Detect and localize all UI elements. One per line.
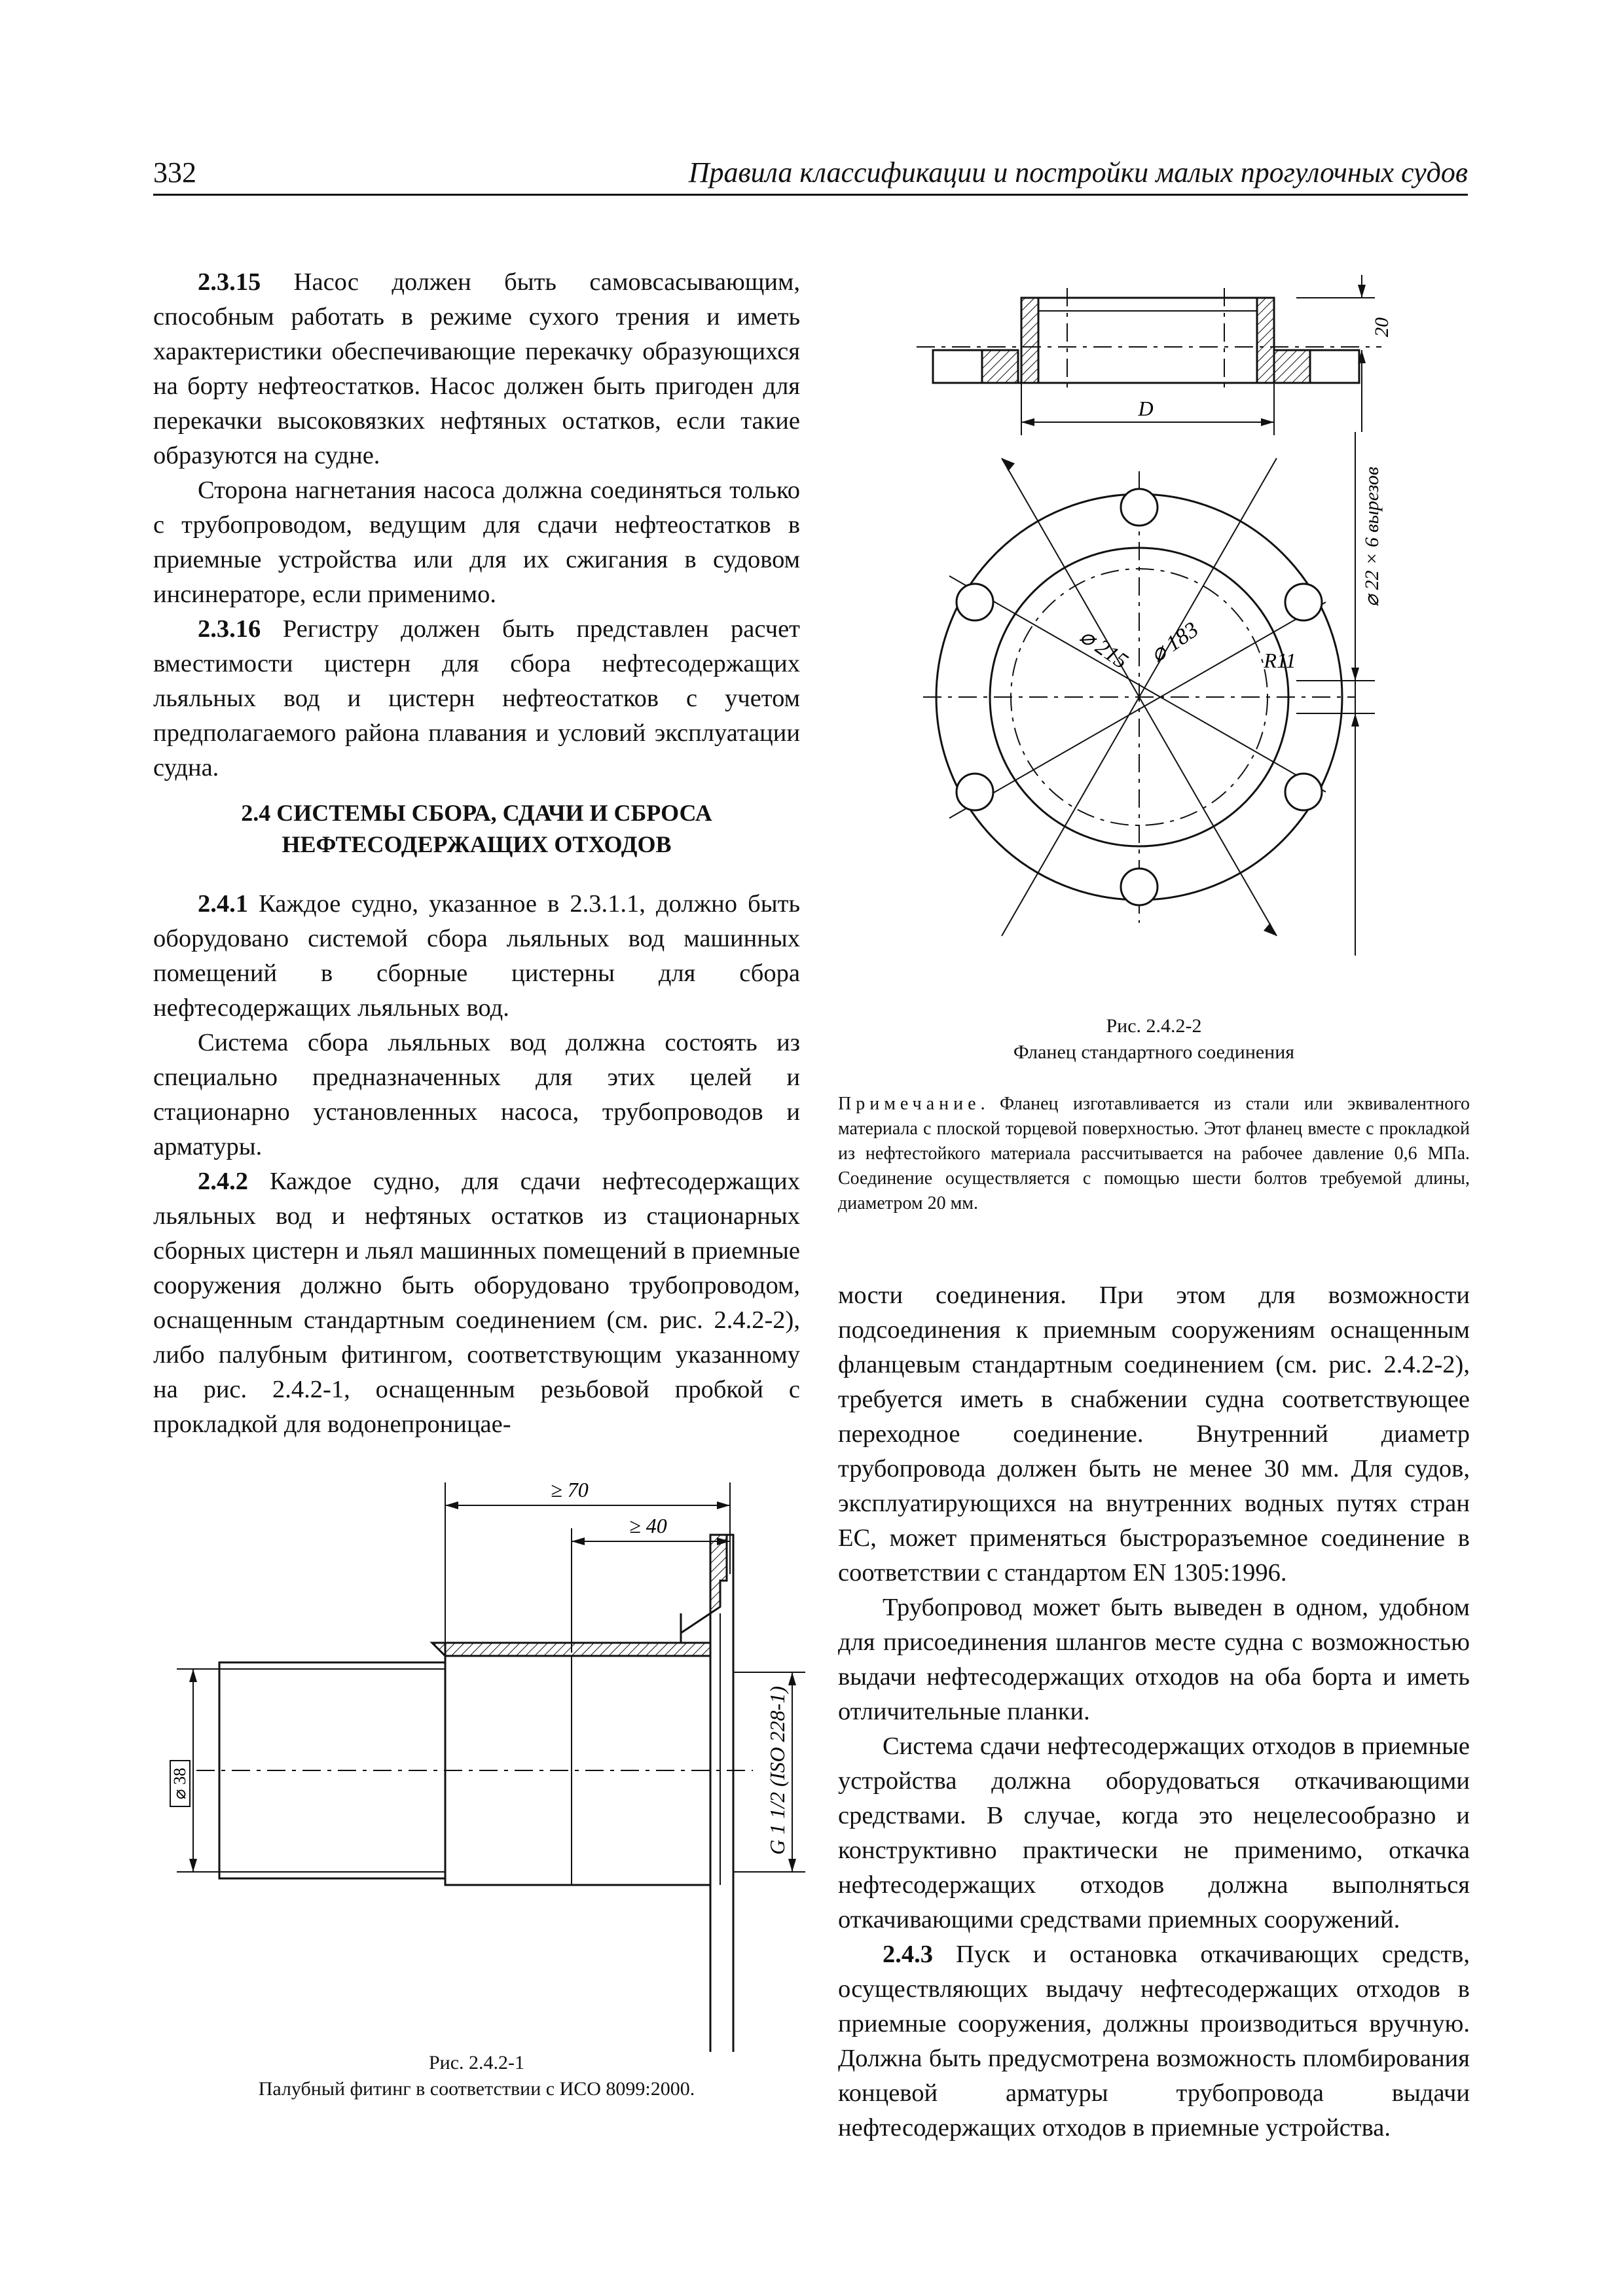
header-rule (153, 194, 1468, 196)
page-number: 332 (153, 156, 196, 188)
dim-38-label: ⌀ 38 (170, 1767, 189, 1800)
dim-40-label: ≥ 40 (629, 1514, 667, 1537)
section-heading (153, 797, 800, 860)
paragraph-text: Пуск и остановка откачивающих средств, осуществляющих выдачу нефтесодержащих отходов в приемные сооружения, должны производиться вручную. Должна быть предусмотрена возможность пломбирования концевой арматуры трубопровода выдачи нефтесодержащих отходов в приемные устройства. (838, 1941, 1470, 2142)
dim-D-label: D (1138, 397, 1154, 420)
figure2-caption-title: Фланец стандартного соединения (1013, 1041, 1295, 1063)
clause-number: 2.3.16 (198, 615, 261, 643)
paragraph-text: Каждое судно, указанное в 2.3.1.1, должно быть оборудовано системой сбора льяльных вод машинных помещений в сборные цистерны для сбора нефтесодержащих льяльных вод. (153, 890, 800, 1022)
note-text: . Фланец изготавливается из стали или эквивалентного материала с плоской торцевой поверхностью. Этот фланец вместе с прокладкой из нефтестойкого материала рассчитывается на рабочее давление 0,6 МПа. Соединение осуществляется с помощью шести болтов требуемой длины, диаметром 20 мм. (838, 1094, 1470, 1213)
paragraph-text: Система сбора льяльных вод должна состоять из специально предназначенных для этих целей и стационарно установленных насоса, трубопроводов и арматуры. (153, 1029, 800, 1160)
paragraph-2-4-2 (153, 1164, 800, 1442)
figure1-caption-title: Палубный фитинг в соответствии с ИСО 8099:2000. (258, 2078, 695, 2100)
figure1-caption-number: Рис. 2.4.2-1 (428, 2052, 525, 2073)
clause-number: 2.4.2 (198, 1168, 248, 1195)
note-label: Примечание (838, 1094, 981, 1114)
paragraph-pump-discharge (153, 473, 800, 612)
dim-20-label: 20 (1371, 317, 1393, 337)
section-heading-line1: 2.4 СИСТЕМЫ СБОРА, СДАЧИ И СБРОСА (241, 800, 712, 826)
dim-70-label: ≥ 70 (551, 1478, 589, 1501)
deck-fitting-drawing (151, 1456, 812, 2052)
paragraph-text: Система сдачи нефтесодержащих отходов в приемные устройства должна оборудоваться откачивающими средствами. В случае, когда это нецелесообразно и конструктивно практически не применимо, откачка нефтесодержащих отходов должна выполняться откачивающими средствами приемных сооружений. (838, 1732, 1470, 1933)
paragraph-continuation (838, 1278, 1470, 1590)
paragraph-bilge-system (153, 1026, 800, 1164)
left-column-upper (153, 265, 800, 785)
right-column (838, 1278, 1470, 2145)
section-heading-line2: НЕФТЕСОДЕРЖАЩИХ ОТХОДОВ (282, 831, 672, 857)
clause-number: 2.4.3 (883, 1941, 933, 1968)
dim-183-label: ⌀ 183 (1146, 617, 1203, 668)
flange-drawing (903, 262, 1408, 1014)
clause-number: 2.4.1 (198, 890, 248, 918)
dim-slots-label: ⌀ 22 × 6 вырезов (1361, 467, 1383, 607)
clause-number: 2.3.15 (198, 268, 261, 296)
figure2-caption (838, 1013, 1470, 1066)
paragraph-text: Каждое судно, для сдачи нефтесодержащих льяльных вод и нефтяных остатков из стационарных сборных цистерн и льял машинных помещений в приемные сооружения должно быть оборудовано трубопроводом, оснащенным стандартным соединением (см. рис. 2.4.2-2), либо палубным фитингом, соответствующим указанному на рис. 2.4.2-1, оснащенным резьбовой пробкой с прокладкой для водонепроницае- (153, 1168, 800, 1438)
figure1-caption (153, 2050, 800, 2102)
paragraph-text: Насос должен быть самовсасывающим, способным работать в режиме сухого трения и иметь характеристики обеспечивающие перекачку образующихся на борту нефтеостатков. Насос должен быть пригоден для перекачки высоковязких нефтяных остатков, если такие образуются на судне. (153, 268, 800, 469)
dim-215-label: ⌀ 215 (1075, 624, 1133, 674)
thread-label: G 1 1/2 (ISO 228-1) (765, 1686, 789, 1855)
left-column-lower (153, 887, 800, 1442)
paragraph-2-4-3 (838, 1937, 1470, 2145)
paragraph-text: Регистру должен быть представлен расчет вместимости цистерн для сбора нефтесодержащих льяльных вод и цистерн нефтеостатков с учетом предполагаемого района плавания и условий эксплуатации судна. (153, 615, 800, 781)
paragraph-2-3-15 (153, 265, 800, 473)
paragraph-pipeline-outlet (838, 1590, 1470, 1729)
figure2-caption-number: Рис. 2.4.2-2 (1106, 1015, 1202, 1037)
paragraph-pumping-means (838, 1729, 1470, 1937)
paragraph-2-3-16 (153, 612, 800, 785)
paragraph-text: Трубопровод может быть выведен в одном, удобном для присоединения шлангов месте судна с возможностью выдачи нефтесодержащих отходов на оба борта и иметь отличительные планки. (838, 1594, 1470, 1725)
paragraph-2-4-1 (153, 887, 800, 1026)
running-title: Правила классификации и постройки малых прогулочных судов (688, 156, 1468, 188)
paragraph-text: мости соединения. При этом для возможности подсоединения к приемным сооружениям оснащенным фланцевым стандартным соединением (см. рис. 2.4.2-2), требуется иметь в снабжении судна соответствующее переходное соединение. Внутренний диаметр трубопровода должен быть не менее 30 мм. Для судов, эксплуатирующихся на внутренних водных путях стран ЕС, может применяться быстроразъемное соединение в соответствии с стандартом EN 1305:1996. (838, 1282, 1470, 1587)
dim-R11-label: R11 (1264, 649, 1296, 672)
figure2-note (838, 1092, 1470, 1216)
paragraph-text: Сторона нагнетания насоса должна соединяться только с трубопроводом, ведущим для сдачи нефтеостатков в приемные устройства или для их сжигания в судовом инсинераторе, если применимо. (153, 476, 800, 608)
